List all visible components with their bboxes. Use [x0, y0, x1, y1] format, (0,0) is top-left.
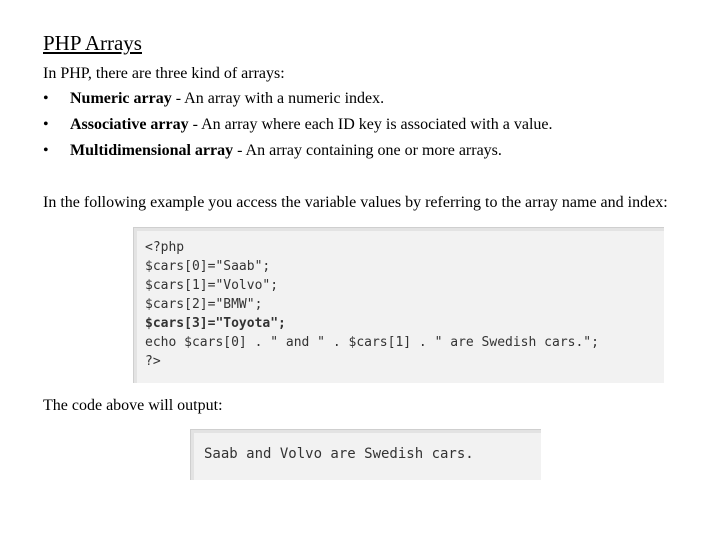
bullet-icon: • — [43, 116, 49, 133]
list-item — [43, 141, 553, 167]
code-line: $cars[2]="BMW"; — [145, 297, 263, 312]
code-line: echo $cars[0] . " and " . $cars[1] . " are Swedish cars."; — [145, 335, 599, 350]
code-line: $cars[3]="Toyota"; — [145, 316, 286, 331]
list-item-desc: - An array with a numeric index. — [171, 90, 385, 107]
code-line: $cars[1]="Volvo"; — [145, 278, 279, 293]
bullet-icon: • — [43, 142, 49, 159]
example-paragraph: In the following example you access the variable values by referring to the array name and index: — [43, 194, 668, 211]
code-line: $cars[0]="Saab"; — [145, 259, 271, 274]
page-title: PHP Arrays — [43, 31, 142, 55]
list-item-term: Multidimensional array — [70, 142, 234, 159]
list-item-desc: - An array where each ID key is associated with a value. — [188, 116, 553, 133]
code-line: ?> — [145, 354, 161, 369]
output-label: The code above will output: — [43, 397, 223, 414]
array-types-list — [43, 89, 553, 167]
intro-text: In PHP, there are three kind of arrays: — [43, 65, 285, 82]
list-item — [43, 89, 553, 115]
code-block — [133, 227, 664, 383]
list-item — [43, 115, 553, 141]
list-item-term: Associative array — [70, 116, 189, 133]
output-block: Saab and Volvo are Swedish cars. — [190, 429, 541, 480]
bullet-icon: • — [43, 90, 49, 107]
list-item-term: Numeric array — [70, 90, 172, 107]
list-item-desc: - An array containing one or more arrays. — [233, 142, 502, 159]
code-line: <?php — [145, 240, 185, 255]
